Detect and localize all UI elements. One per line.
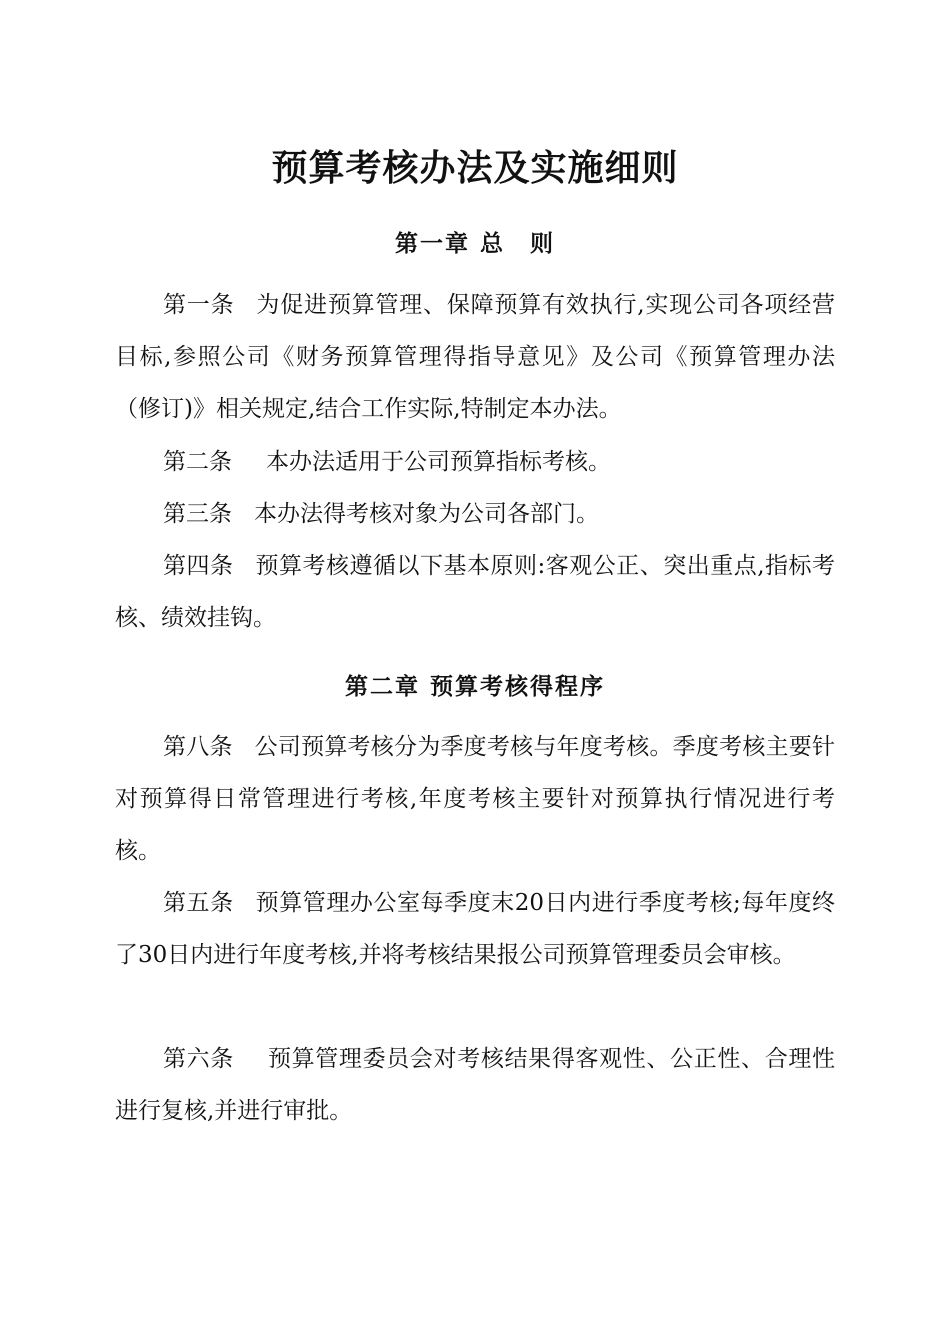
article-3 — [115, 488, 835, 540]
article-label: 第六条 — [163, 1046, 234, 1072]
article-text: 预算管理委员会对考核结果得客观性、公正性、合理性进行复核,并进行审批。 — [115, 1046, 836, 1124]
article-2 — [115, 436, 835, 488]
article-label: 第四条 — [163, 553, 234, 579]
article-label: 第一条 — [163, 292, 235, 318]
article-label: 第三条 — [163, 501, 232, 527]
article-4 — [115, 540, 835, 644]
chapter-2-heading: 第二章 预算考核得程序 — [344, 674, 605, 700]
article-text: 本办法得考核对象为公司各部门。 — [254, 501, 599, 527]
article-1 — [115, 279, 835, 435]
document-title: 预算考核办法及实施细则 — [271, 148, 679, 189]
article-text: 本办法适用于公司预算指标考核。 — [266, 449, 611, 475]
article-6 — [115, 1033, 835, 1137]
article-5 — [115, 877, 835, 981]
article-text: 预算管理办公室每季度末20日内进行季度考核;每年度终了30日内进行年度考核,并将考核结果报公司预算管理委员会审核。 — [115, 890, 836, 968]
article-label: 第五条 — [163, 890, 234, 916]
article-text: 预算考核遵循以下基本原则:客观公正、突出重点,指标考核、绩效挂钩。 — [115, 553, 836, 631]
article-label: 第二条 — [163, 449, 232, 475]
article-label: 第八条 — [163, 734, 233, 760]
article-text: 公司预算考核分为季度考核与年度考核。季度考核主要针对预算得日常管理进行考核,年度考核主要针对预算执行情况进行考核。 — [115, 734, 836, 864]
article-8 — [115, 721, 835, 877]
chapter-1-heading: 第一章 总 则 — [394, 231, 555, 257]
article-text: 为促进预算管理、保障预算有效执行,实现公司各项经营目标,参照公司《财务预算管理得指导意见》及公司《预算管理办法（修订)》相关规定,结合工作实际,特制定本办法。 — [115, 292, 836, 422]
